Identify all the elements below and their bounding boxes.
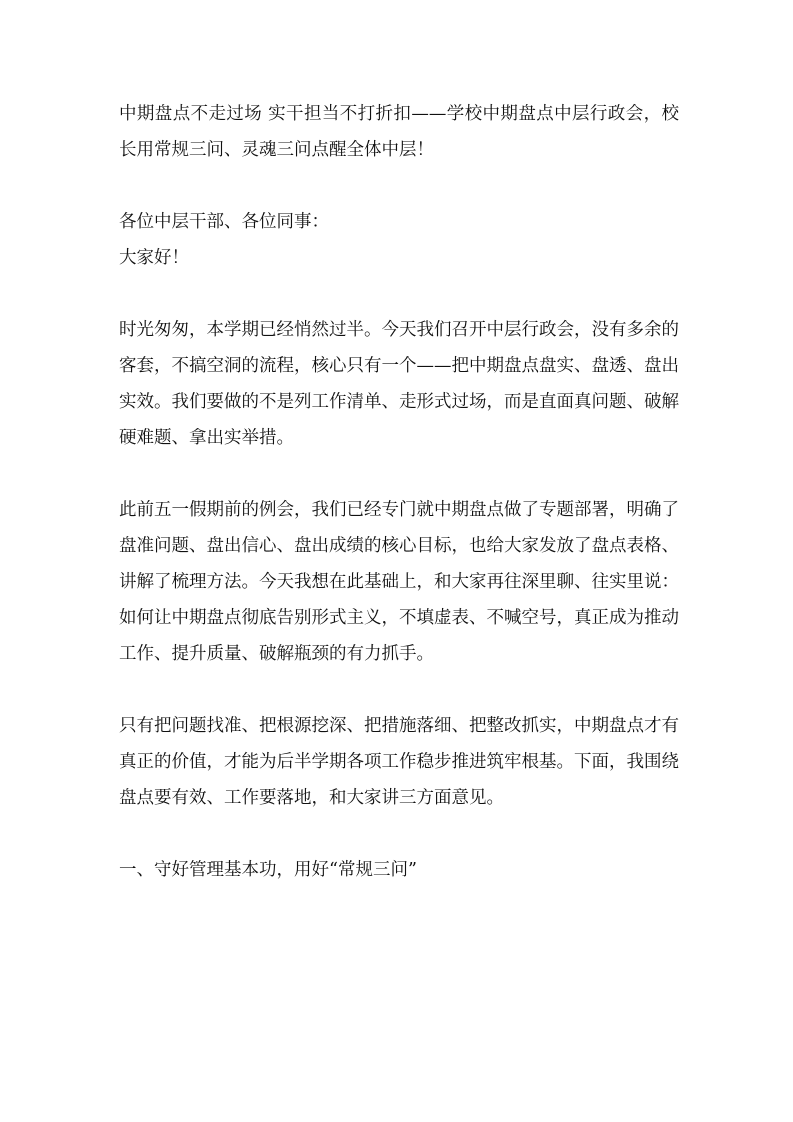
salutation: 各位中层干部、各位同事：	[119, 212, 329, 232]
document-title: 中期盘点不走过场 实干担当不打折扣——学校中期盘点中层行政会，校长用常规三问、灵魂三问点醒全体中层！	[119, 104, 679, 160]
paragraph-1: 时光匆匆，本学期已经悄然过半。今天我们召开中层行政会，没有多余的客套，不搞空洞的流程，核心只有一个——把中期盘点盘实、盘透、盘出实效。我们要做的不是列工作清单、走形式过场，而是直面真问题、破解硬难题、拿出实举措。	[119, 320, 679, 448]
greeting: 大家好！	[119, 248, 189, 268]
section-heading-1: 一、守好管理基本功，用好“常规三问”	[119, 860, 417, 880]
opening-block	[119, 204, 679, 276]
paragraph-2: 此前五一假期前的例会，我们已经专门就中期盘点做了专题部署，明确了盘准问题、盘出信心、盘出成绩的核心目标，也给大家发放了盘点表格、讲解了梳理方法。今天我想在此基础上，和大家再往深里聊、往实里说：如何让中期盘点彻底告别形式主义，不填虚表、不喊空号，真正成为推动工作、提升质量、破解瓶颈的有力抓手。	[119, 500, 679, 664]
document-body	[119, 96, 679, 924]
paragraph-3: 只有把问题找准、把根源挖深、把措施落细、把整改抓实，中期盘点才有真正的价值，才能为后半学期各项工作稳步推进筑牢根基。下面，我围绕盘点要有效、工作要落地，和大家讲三方面意见。	[119, 716, 679, 808]
